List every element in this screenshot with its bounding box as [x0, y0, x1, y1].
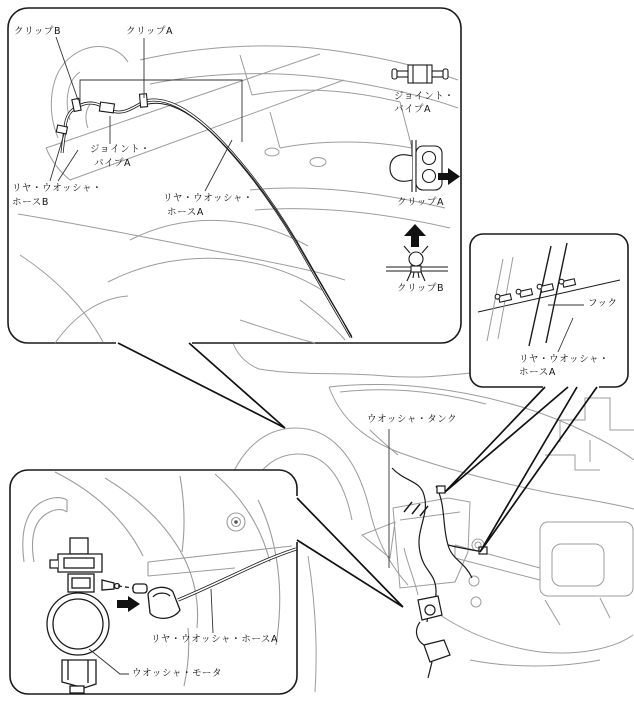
label-clip-a: クリップA: [126, 26, 174, 37]
legend-label-clip-a: クリップA: [397, 197, 445, 208]
hookbox-label-hose-a-line1: リヤ・ウオッシャ・: [519, 354, 610, 365]
legend-label-clip-b: クリップB: [397, 283, 445, 294]
label-joint-pipe-line1: ジョイント・: [90, 144, 151, 155]
label-hose-a-line2: ホースA: [167, 207, 204, 218]
label-hook: フック: [588, 298, 618, 309]
label-clip-b: クリップB: [14, 26, 62, 37]
callout-box-washer-motor: [10, 470, 297, 694]
legend-label-joint-pipe-line2: パイプA: [394, 104, 432, 115]
label-washer-motor: ウオッシャ・モータ: [132, 668, 223, 679]
hookbox-label-hose-a-line2: ホースA: [519, 367, 556, 378]
label-hose-a-line1: リヤ・ウオッシャ・: [163, 193, 254, 204]
label-washer-tank: ウオッシャ・タンク: [367, 414, 458, 425]
label-hose-b-line2: ホースB: [12, 197, 49, 208]
callout-box-engine-bay: [8, 8, 461, 343]
label-hose-b-line1: リヤ・ウオッシャ・: [12, 183, 103, 194]
label-joint-pipe-line2: パイプA: [94, 158, 132, 169]
legend-label-joint-pipe-line1: ジョイント・: [394, 91, 455, 102]
motorbox-label-hose-a: リヤ・ウオッシャ・ホースA: [151, 634, 279, 645]
